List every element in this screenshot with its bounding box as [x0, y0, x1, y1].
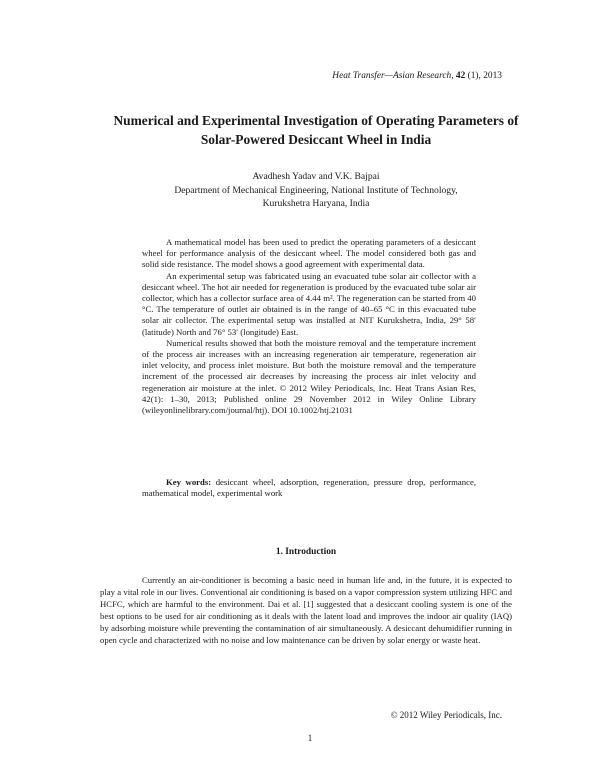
journal-name: Heat Transfer—Asian Research: [332, 71, 452, 81]
author-block: [100, 170, 532, 211]
affiliation-line-1: Department of Mechanical Engineering, National Institute of Technology,: [174, 184, 458, 196]
section-heading-introduction: 1. Introduction: [275, 547, 337, 557]
page-number: 1: [307, 733, 313, 743]
abstract-paragraph-2: An experimental setup was fabricated using an evacuated tube solar air collector with a desiccant wheel. The hot air needed for regeneration is produced by the evacuated tube solar air collector, which has a collector surface area of 4.44 m². The regeneration can be started from 40 °C. The temperature of outlet air obtained is in the range of 40–65 °C in this evacuated tube solar air collector. The experimental setup was installed at NIT Kurukshetra, India, 29° 58′ (latitude) North and 76° 53′ (longitude) East.: [142, 270, 476, 337]
abstract: [142, 237, 476, 416]
keywords: [142, 477, 476, 499]
abstract-paragraph-3: Numerical results showed that both the moisture removal and the temperature increment of the process air increases with an increasing regeneration air temperature, regeneration air inlet velocity, and process inlet moisture. But both the moisture removal and the temperature increment of the processed air decreases by increasing the process air inlet velocity and regeneration air moisture at the inlet. © 2012 Wiley Periodicals, Inc. Heat Trans Asian Res, 42(1): 1–30, 2013; Published online 29 November 2012 in Wiley Online Library (wileyonlinelibrary.com/journal/htj). DOI 10.1002/htj.21031: [142, 337, 476, 416]
author-names: Avadhesh Yadav and V.K. Bajpai: [252, 171, 380, 182]
keywords-text: desiccant wheel, adsorption, regeneration, pressure drop, performance, mathematical model, experimental work: [142, 477, 476, 499]
journal-issue: (1), 2013: [465, 71, 502, 81]
affiliation-line-2: Kurukshetra Haryana, India: [262, 198, 370, 209]
running-head: Heat Transfer—Asian Research, 42 (1), 2013: [332, 71, 502, 81]
introduction-paragraph: Currently an air-conditioner is becoming a basic need in human life and, in the future, it is expected to play a vital role in our lives. Conventional air conditioning is based on a vapor compression system utilizing HFC and HCFC, which are harmful to the environment. Dai et al. [1] suggested that a desiccant cooling system is one of the best options to be used for air conditioning as it deals with the latent load and improves the indoor air quality (IAQ) by adsorbing moisture while preventing the contamination of air simultaneously. A desiccant dehumidifier running in open cycle and characterized with no noise and low maintenance can be driven by solar energy or waste heat.: [100, 575, 512, 646]
keywords-label: Key words:: [166, 477, 212, 487]
paper-title: Numerical and Experimental Investigation of Operating Parameters of Solar-Powered Desiccant Wheel in India: [113, 113, 519, 147]
copyright-notice: © 2012 Wiley Periodicals, Inc.: [390, 710, 502, 720]
journal-volume: 42: [455, 71, 466, 81]
abstract-paragraph-1: A mathematical model has been used to predict the operating parameters of a desiccant wheel for performance analysis of the desiccant wheel. The model considered both gas and solid side resistance. The model shows a good agreement with experimental data.: [142, 237, 476, 270]
